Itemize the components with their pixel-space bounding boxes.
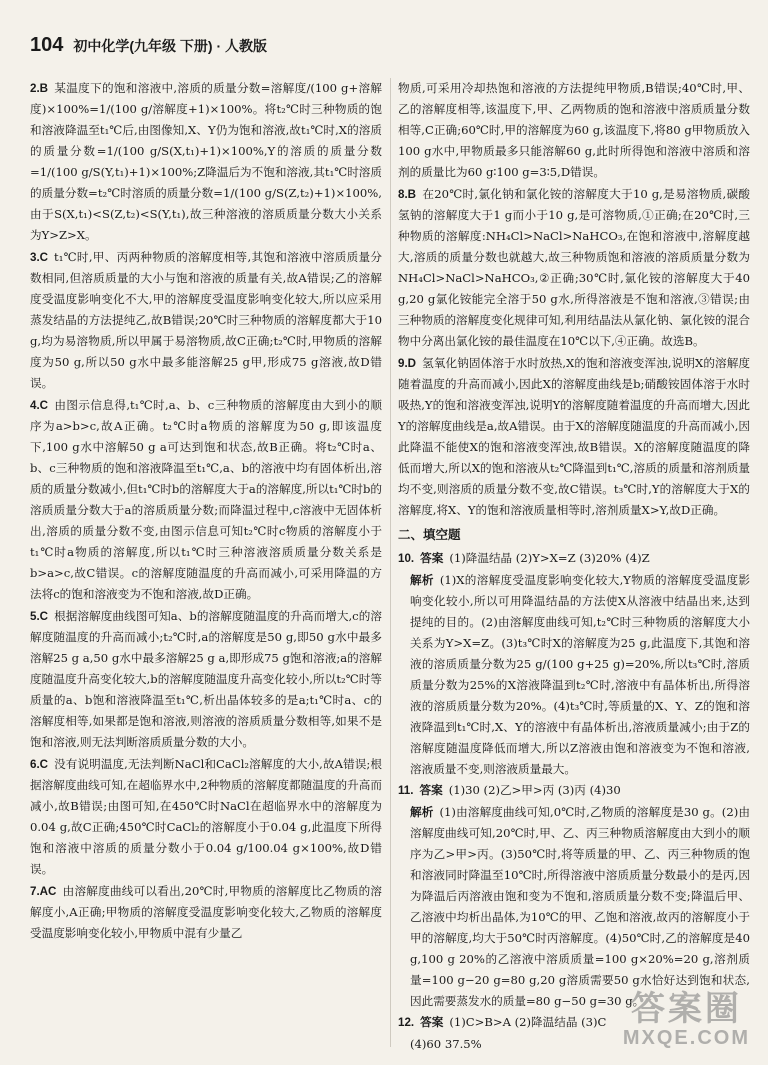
page-number: 104 (30, 34, 64, 56)
question-7-continued: 物质,可采用冷却热饱和溶液的方法提纯甲物质,B错误;40℃时,甲、乙的溶解度相等,该温度下,甲、乙两物质的饱和溶液中溶质质量分数相等,C正确;60℃时,甲的溶解度为60 g,该温度下,将80 g甲物质放入100 g水中,甲物质最多只能溶解60 g,此时所得饱和溶液中溶质和溶剂的质量比为60 g∶100 g=3∶5,D错误。 (398, 81, 750, 179)
book-title: 初中化学(九年级 下册) · 人教版 (73, 38, 268, 54)
column-divider (390, 78, 391, 1047)
question-12-answer-continued: (4)60 37.5% (410, 1037, 482, 1051)
question-6: 6.C 没有说明温度,无法判断NaCl和CaCl₂溶解度的大小,故A错误;根据溶解度曲线可知,在超临界水中,2种物质的溶解度都随温度的升高而减小,故B错误;由图可知,在450℃时NaCl在超临界水中的溶解度为0.04 g,故C正确;450℃时CaCl₂的溶解度小于0.04 g,此温度下所得饱和溶液中溶质的质量分数小于0.04 g/100.04 g×100%,故D错误。 (30, 757, 382, 876)
right-column (398, 78, 750, 1049)
question-12-answer: 12. 答案 (1)C>B>A (2)降温结晶 (3)C (398, 1015, 607, 1029)
question-8: 8.B 在20℃时,氯化钠和氯化铵的溶解度大于10 g,是易溶物质,碳酸氢钠的溶解度大于1 g而小于10 g,是可溶物质,①正确;在20℃时,三种物质的溶解度:NH₄Cl>NaCl>NaHCO₃,在饱和溶液中,溶解度越大,溶质的质量分数也就越大,故三种物质饱和溶液的溶质质量分数为NH₄Cl>NaCl>NaHCO₃,②正确;30℃时,氯化铵的溶解度大于40 g,20 g氯化铵能完全溶于50 g水,所得溶液是不饱和溶液,③错误;由三种物质的溶解度变化规律可知,利用结晶法从氯化钠、氯化铵的混合物中分离出氯化铵的最佳温度在10℃以下,④正确。故选B。 (398, 187, 750, 348)
section-title-fill-in: 二、填空题 (398, 528, 461, 542)
question-11-analysis: 解析 (1)由溶解度曲线可知,0℃时,乙物质的溶解度是30 g。(2)由溶解度曲线可知,20℃时,甲、乙、丙三种物质溶解度由大到小的顺序为乙>甲>丙。(3)50℃时,将等质量的甲、乙、丙三种物质的饱和溶液同时降温至10℃时,所得溶液中溶质质量分数最小的是丙,因为降温后丙溶液由饱和变为不饱和,溶质质量分数不变;降温后甲、乙溶液中均析出晶体,为10℃的甲、乙饱和溶液,故丙的溶解度小于甲的溶解度,均大于50℃时丙溶解度。(4)50℃时,乙的溶解度是40 g,100 g 20%的乙溶液中溶质质量=100 g×20%=20 g,溶剂质量=100 g−20 g=80 g,20 g溶质需要50 g水恰好达到饱和状态,因此需要蒸发水的质量=80 g−50 g=30 g。 (410, 805, 750, 1008)
page-header (30, 34, 738, 57)
question-7: 7.AC 由溶解度曲线可以看出,20℃时,甲物质的溶解度比乙物质的溶解度小,A正确;甲物质的溶解度受温度影响变化较大,乙物质的溶解度受温度影响变化较小,甲物质中混有少量乙 (30, 884, 382, 940)
question-4: 4.C 由图示信息得,t₁℃时,a、b、c三种物质的溶解度由大到小的顺序为a>b>c,故A正确。t₂℃时a物质的溶解度为50 g,即该温度下,100 g水中溶解50 g a可达到饱和状态,故B正确。将t₂℃时a、b、c三种物质的饱和溶液降温至t₁℃,a、b的溶液中均有固体析出,溶质的质量分数减小,但t₁℃时b的溶解度大于a的溶解度,所以t₁℃时b的溶质质量分数大于a的溶质质量分数;而降温过程中,c溶液中无固体析出,溶质的质量分数不变,由图示信息可知t₂℃时c物质的溶解度小于t₁℃时a物质的溶解度,所以t₁℃时三种溶液溶质质量分数关系是b>a>c,故C错误。c的溶解度随温度的升高而减小,可采用降温的方法将c的饱和溶液变为不饱和溶液,故D正确。 (30, 398, 382, 601)
question-11-answer: 11. 答案 (1)30 (2)乙>甲>丙 (3)丙 (4)30 (398, 783, 621, 797)
question-10-answer: 10. 答案 (1)降温结晶 (2)Y>X=Z (3)20% (4)Z (398, 551, 650, 565)
question-5: 5.C 根据溶解度曲线图可知a、b的溶解度随温度的升高而增大,c的溶解度随温度的升高而减小;t₂℃时,a的溶解度是50 g,即50 g水中最多溶解25 g a,50 g水中最多溶解25 g a,即形成75 g饱和溶液;a的溶解度随温度升高变化较大,b的溶解度随温度升高变化较小,所以t₂℃时等质量的a、b饱和溶液降温至t₁℃,析出晶体较多的是a;t₁℃时a、c的溶解度相等,如果都是饱和溶液,则溶液的溶质质量分数相等,如果不是饱和溶液,则无法判断溶质质量分数的大小。 (30, 609, 382, 749)
left-column (30, 78, 382, 1049)
question-9: 9.D 氢氧化钠固体溶于水时放热,X的饱和溶液变浑浊,说明X的溶解度随着温度的升高而减小,因此X的溶解度曲线是b;硝酸铵固体溶于水时吸热,Y的饱和溶液变浑浊,说明Y的溶解度随着温度的升高而增大,因此Y的溶解度曲线是a,故A错误。由于X的溶解度随温度的升高而减小,因此降温不能使X的饱和溶液变浑浊,故B错误。X的溶解度随温度的降低而增大,所以X的饱和溶液从t₂℃降温到t₁℃,溶质的质量和溶剂质量均不变,则溶质的质量分数不变,故C错误。t₃℃时,Y的溶解度大于X的溶解度,将X、Y的饱和溶液质量相等时,溶剂质量X>Y,故D正确。 (398, 356, 750, 517)
question-2: 2.B 某温度下的饱和溶液中,溶质的质量分数=溶解度/(100 g+溶解度)×100%=1/(100 g/溶解度+1)×100%。将t₂℃时三种物质的饱和溶液降温至t₁℃后,由图像知,X、Y仍为饱和溶液,故t₁℃时,X的溶质的质量分数=1/(100 g/S(X,t₁)+1)×100%,Y的溶质的质量分数=1/(100 g/S(Y,t₁)+1)×100%;Z降温后为不饱和溶液,其t₁℃时溶质的质量分数=t₂℃时溶质的质量分数=1/(100 g/S(Z,t₂)+1)×100%,由于S(X,t₁)<S(Z,t₂)<S(Y,t₁),故三种溶液的溶质质量分数大小关系为Y>Z>X。 (30, 81, 382, 242)
question-3: 3.C t₁℃时,甲、丙两种物质的溶解度相等,其饱和溶液中溶质质量分数相同,但溶质质量的大小与饱和溶液的质量有关,故A错误;乙的溶解度受温度影响变化不大,甲的溶解度受温度影响变化较大,所以应采用蒸发结晶的方法提纯乙,故B错误;20℃时三种物质的溶解度都大于10 g,均为易溶物质,所以甲属于易溶物质,故C正确;t₂℃时,甲物质的溶解度为50 g,所以50 g水中最多能溶解25 g甲,形成75 g溶液,故D错误。 (30, 250, 382, 390)
question-10-analysis: 解析 (1)X的溶解度受温度影响变化较大,Y物质的溶解度受温度影响变化较小,所以可用降温结晶的方法使X从溶液中结晶出来,达到提纯的目的。(2)由溶解度曲线可知,t₂℃时三种物质的溶解度大小关系为Y>X=Z。(3)t₃℃时X的溶解度为25 g,此温度下,其饱和溶液的溶质质量分数为25 g/(100 g+25 g)=20%,所以t₃℃时,溶质质量分数为25%的X溶液降温到t₂℃时,溶液中有晶体析出,所得溶液的溶质质量分数为20%。(4)t₃℃时,等质量的X、Y、Z的饱和溶液降温到t₁℃时,X、Y的溶液中有晶体析出,溶液质量减小;由于Z的溶解度随温度降低而增大,所以Z溶液由饱和溶液变为不饱和溶液,溶液质量不变,则溶液质量最大。 (410, 573, 750, 776)
site-watermark: 答案圈 MXQE.COM (622, 990, 750, 1049)
